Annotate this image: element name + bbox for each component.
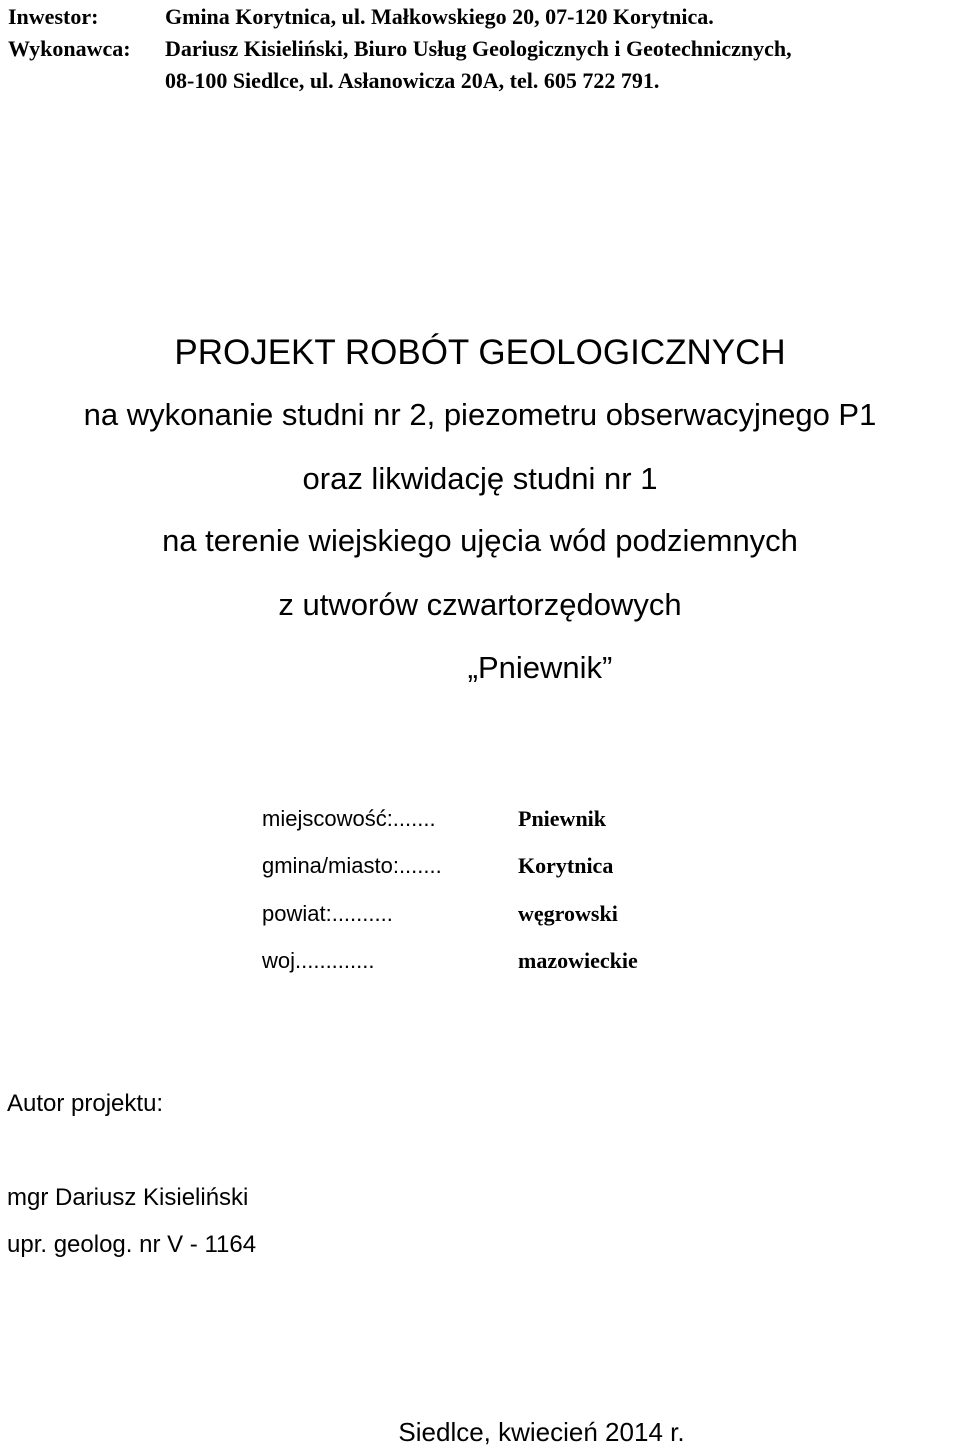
subtitle-line-4: z utworów czwartorzędowych xyxy=(278,587,682,622)
subtitle-line-3: na terenie wiejskiego ujęcia wód podziemnych xyxy=(162,523,798,558)
location-label: gmina/miasto:....... xyxy=(262,853,442,878)
location-label: powiat:.......... xyxy=(262,901,393,926)
contractor-value: Dariusz Kisieliński, Biuro Usług Geologicznych i Geotechnicznych, xyxy=(165,36,792,61)
investor-label: Inwestor: xyxy=(8,4,99,29)
author-license: upr. geolog. nr V - 1164 xyxy=(7,1231,257,1258)
subtitle-line-2: oraz likwidację studni nr 1 xyxy=(302,461,658,496)
location-row-woj xyxy=(262,946,638,976)
location-value: Pniewnik xyxy=(518,806,607,831)
investor-row xyxy=(8,0,714,34)
location-value: węgrowski xyxy=(518,901,618,926)
location-value: Korytnica xyxy=(518,853,614,878)
contractor-label: Wykonawca: xyxy=(8,36,131,61)
location-row-powiat xyxy=(262,899,618,929)
location-label: woj............. xyxy=(262,948,375,973)
location-label: miejscowość:....... xyxy=(262,806,436,831)
investor-value: Gmina Korytnica, ul. Małkowskiego 20, 07-120 Korytnica. xyxy=(165,4,714,29)
author-label: Autor projektu: xyxy=(7,1090,164,1117)
contractor-row xyxy=(8,32,792,66)
subtitle-line-1: na wykonanie studni nr 2, piezometru obserwacyjnego P1 xyxy=(83,397,877,432)
location-row-miejscowosc xyxy=(262,804,606,834)
subtitle-line-5: „Pniewnik” xyxy=(467,650,613,685)
place-date: Siedlce, kwiecień 2014 r. xyxy=(398,1417,685,1447)
author-name: mgr Dariusz Kisieliński xyxy=(7,1184,249,1211)
document-title: PROJEKT ROBÓT GEOLOGICZNYCH xyxy=(174,333,786,372)
location-value: mazowieckie xyxy=(518,948,638,973)
location-row-gmina xyxy=(262,851,613,881)
contractor-address: 08-100 Siedlce, ul. Asłanowicza 20A, tel. 605 722 791. xyxy=(165,68,660,93)
